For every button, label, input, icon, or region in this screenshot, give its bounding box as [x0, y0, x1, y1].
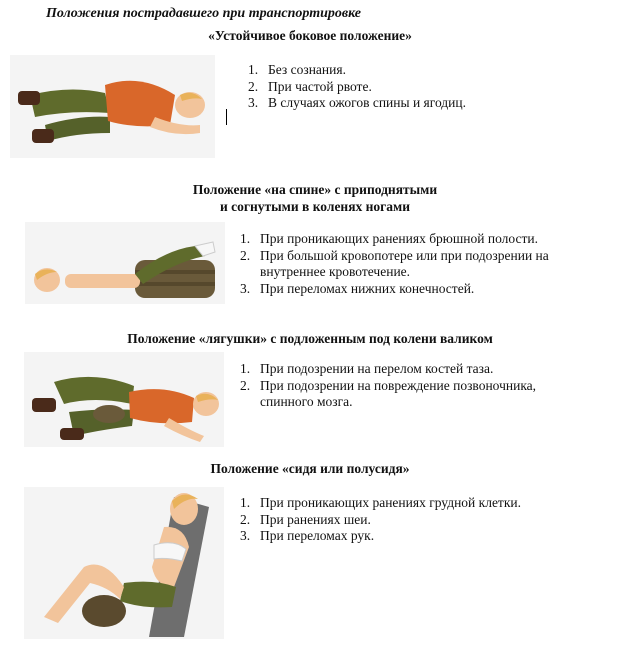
- list-item: 3. В случаях ожогов спины и ягодиц.: [248, 95, 467, 110]
- list-item: 2. При большой кровопотере или при подозрении на внутреннее кровотечение.: [240, 247, 549, 279]
- section-2-list: [240, 231, 580, 297]
- list-item: 2. При подозрении на повреждение позвоночника, спинного мозга.: [240, 377, 537, 409]
- list-item: 1. При проникающих ранениях брюшной полости.: [240, 231, 538, 246]
- section-1-title: «Устойчивое боковое положение»: [208, 28, 412, 43]
- text-cursor: [226, 109, 227, 125]
- section-4-list: [240, 495, 580, 545]
- document-title: Положения пострадавшего при транспортировке: [46, 6, 362, 21]
- semi-sitting-illustration: [24, 487, 224, 639]
- recovery-position-illustration: [10, 55, 215, 158]
- section-3-title: Положение «лягушки» с подложенным под колени валиком: [127, 331, 493, 346]
- list-item: 1. При подозрении на перелом костей таза.: [240, 361, 494, 376]
- section-1-list: [248, 62, 568, 112]
- section-2-title: [150, 181, 480, 215]
- section-4-title: Положение «сидя или полусидя»: [210, 461, 410, 476]
- list-item: 3. При переломах нижних конечностей.: [240, 280, 475, 296]
- list-item: 3. При переломах рук.: [240, 528, 375, 543]
- section-2-title-line2: и согнутыми в коленях ногами: [219, 199, 411, 214]
- section-3-list: [240, 361, 580, 411]
- section-2-title-line1: Положение «на спине» с приподнятыми: [192, 182, 438, 197]
- list-item: 1. При проникающих ранениях грудной клетки.: [240, 495, 521, 510]
- list-item: 2. При частой рвоте.: [248, 78, 372, 94]
- frog-position-illustration: [24, 352, 224, 447]
- supine-legs-raised-illustration: [25, 222, 225, 304]
- list-item: 2. При ранениях шеи.: [240, 511, 371, 527]
- list-item: 1. Без сознания.: [248, 62, 346, 77]
